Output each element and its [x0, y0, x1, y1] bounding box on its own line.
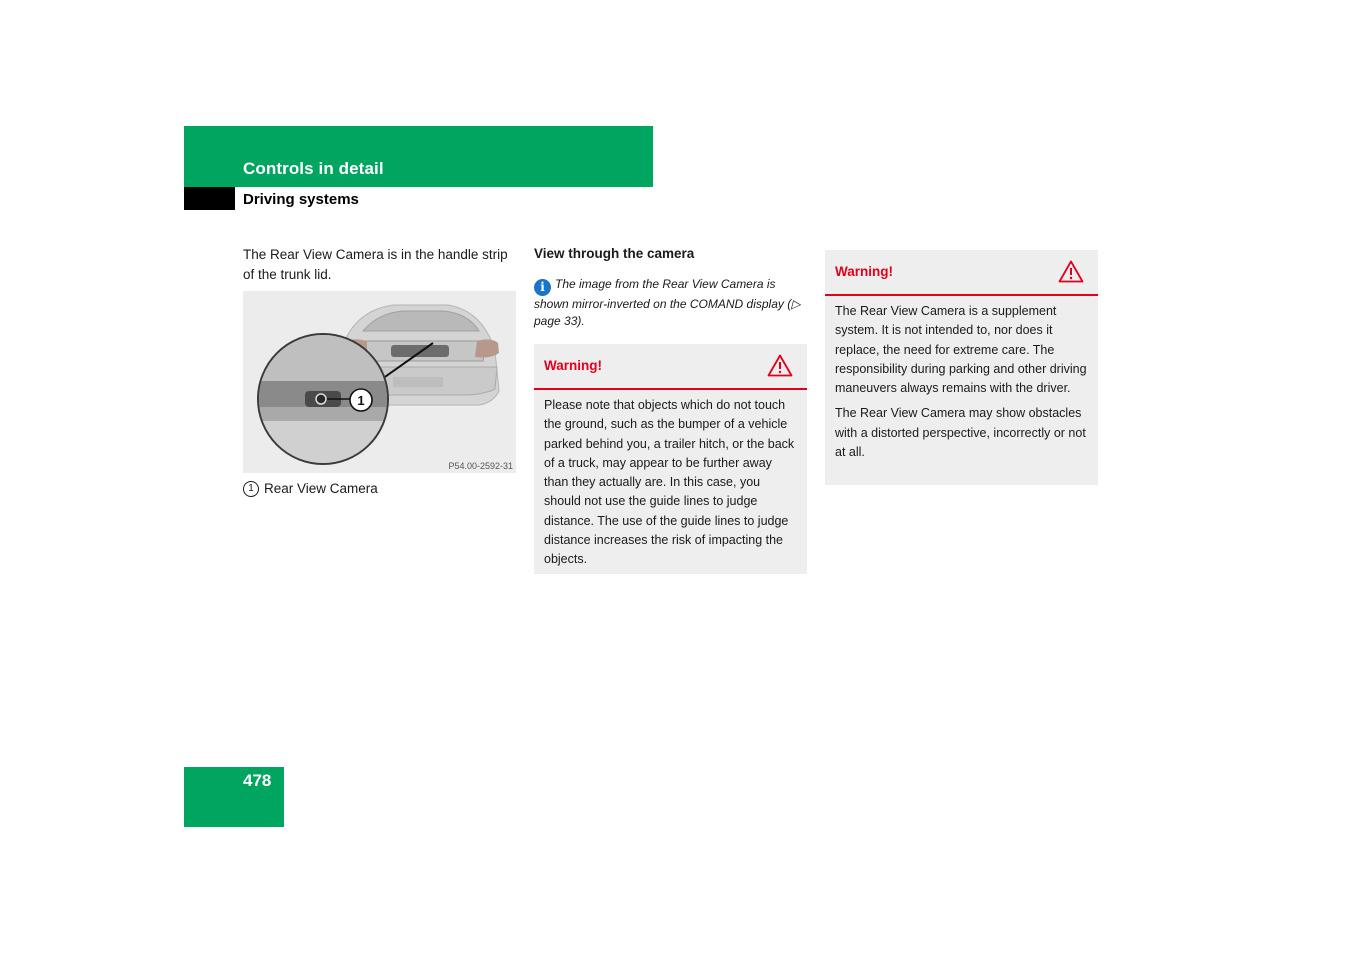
info-icon: i	[534, 279, 551, 296]
view-heading: View through the camera	[534, 246, 695, 261]
warning-body	[534, 390, 807, 578]
warning-triangle-icon	[1058, 260, 1084, 283]
subsection-title: Driving systems	[243, 191, 359, 208]
warning-box-supplement	[825, 250, 1098, 485]
warning-box-guide-lines	[534, 344, 807, 574]
section-title: Controls in detail	[243, 159, 384, 178]
page-number: 478	[243, 771, 272, 790]
info-note-text: The image from the Rear View Camera is shown mirror-inverted on the COMAND display (▷ page 33).	[534, 277, 801, 328]
section-marker	[184, 187, 235, 210]
callout-1-label: 1	[357, 393, 365, 408]
info-note	[534, 276, 806, 330]
warning-label: Warning!	[835, 264, 893, 279]
warning-body	[825, 296, 1098, 470]
warning-text: Please note that objects which do not touch the ground, such as the bumper of a vehicle parked behind you, a trailer hitch, or the back of a truck, may appear to be further away than they actually are. In this case, you should not use the guide lines to judge distance. The use of the guide lines to judge distance increases the risk of impacting the objects.	[544, 398, 795, 567]
warning-header	[825, 250, 1098, 296]
warning-label: Warning!	[544, 358, 602, 373]
warning-triangle-icon	[767, 354, 793, 377]
caption-text: Rear View Camera	[264, 481, 378, 496]
warning-paragraph: The Rear View Camera is a supplement system. It is not intended to, nor does it replace, the need for extreme care. The responsibility during parking and other driving maneuvers always remains with the driver.	[835, 304, 1087, 396]
figure-caption	[243, 479, 378, 498]
warning-paragraph: The Rear View Camera may show obstacles with a distorted perspective, incorrectly or not at all.	[835, 406, 1086, 460]
rear-view-camera-figure	[243, 291, 516, 473]
figure-code: P54.00-2592-31	[448, 461, 513, 471]
car-rear-illustration	[243, 291, 516, 473]
intro-paragraph: The Rear View Camera is in the handle strip of the trunk lid.	[243, 247, 508, 282]
caption-number: 1	[243, 481, 259, 497]
warning-header	[534, 344, 807, 390]
